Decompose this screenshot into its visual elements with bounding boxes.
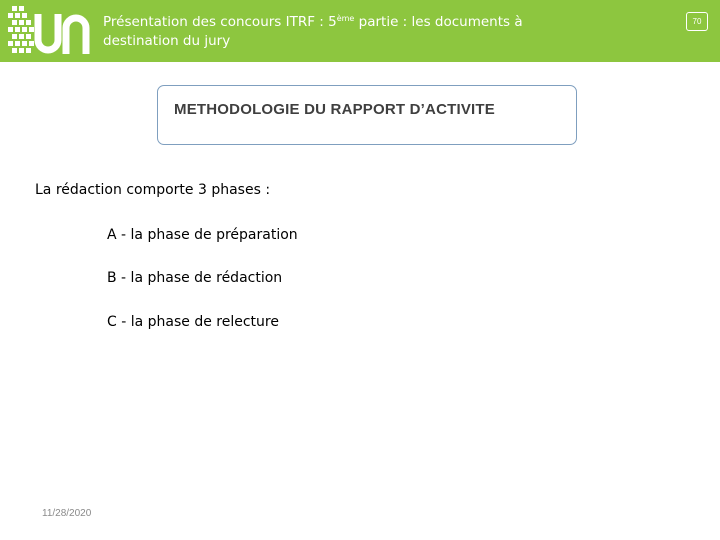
phase-item-c: C - la phase de relecture: [107, 314, 279, 330]
phase-item-b: B - la phase de rédaction: [107, 270, 283, 286]
university-logo-icon: [4, 2, 96, 60]
footer-date: 11/28/2020: [42, 508, 92, 519]
header-title-line2: destination du jury: [103, 33, 231, 49]
header-title-superscript: ème: [336, 14, 355, 23]
page-number: 70: [686, 12, 708, 31]
header-band: [0, 0, 720, 62]
section-title-box: [157, 85, 577, 145]
header-title-prefix: Présentation des concours ITRF : 5: [103, 14, 337, 30]
header-title-suffix: partie : les documents à: [354, 14, 523, 30]
section-title: METHODOLOGIE DU RAPPORT D’ACTIVITE: [174, 101, 495, 118]
phase-item-a: A - la phase de préparation: [107, 227, 298, 243]
slide-header-title: [103, 13, 573, 51]
intro-text: La rédaction comporte 3 phases :: [35, 182, 271, 198]
